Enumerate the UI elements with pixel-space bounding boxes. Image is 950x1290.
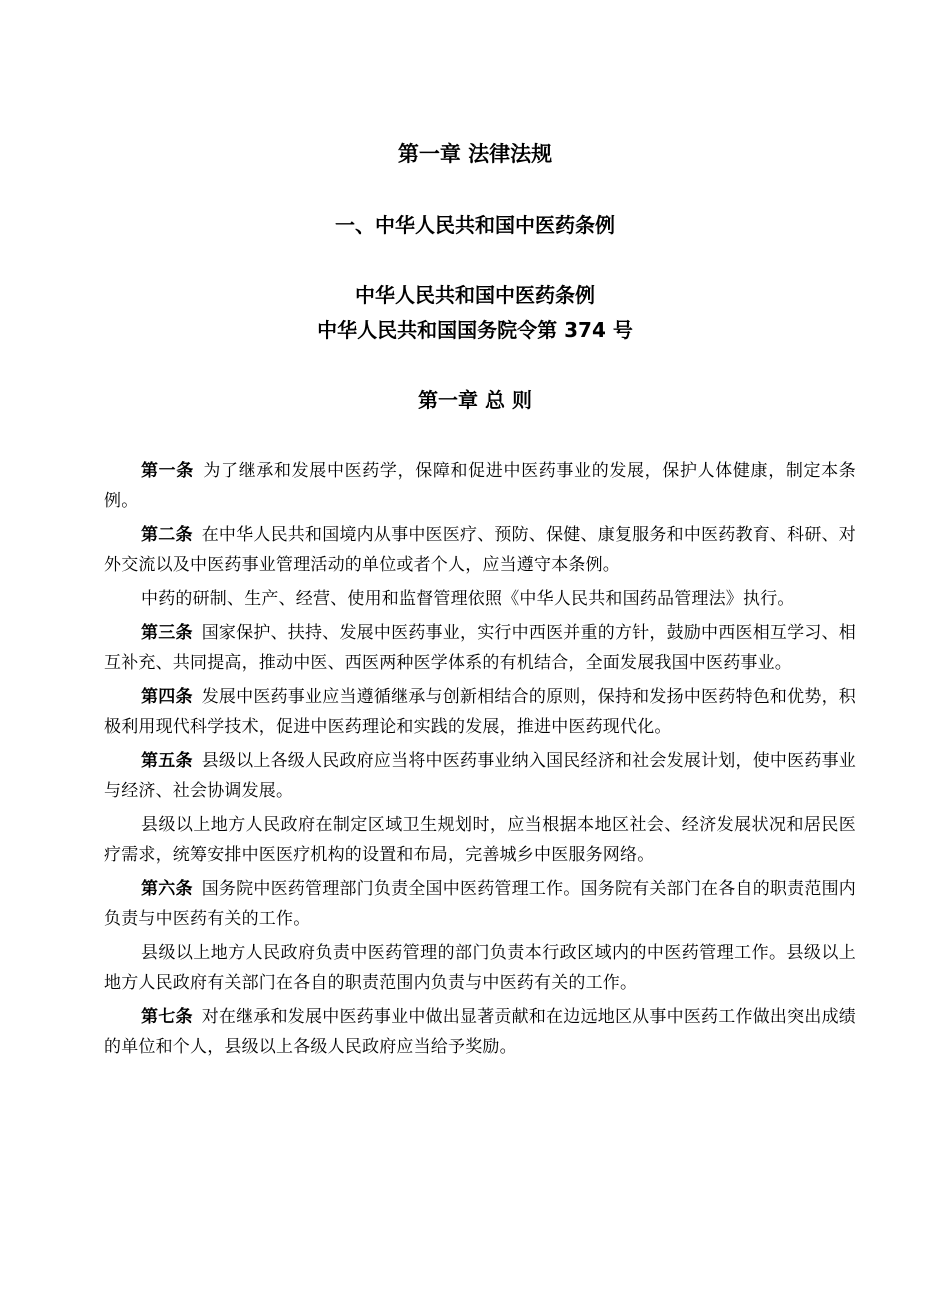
article-text: 为了继承和发展中医药学，保障和促进中医药事业的发展，保护人体健康，制定本条例。: [104, 461, 856, 511]
article-text: 中药的研制、生产、经营、使用和监督管理依照《中华人民共和国药品管理法》执行。: [141, 589, 795, 609]
article-paragraph: [104, 584, 856, 614]
article-text: 国家保护、扶持、发展中医药事业，实行中西医并重的方针，鼓励中西医相互学习、相互补充、共同提高，推动中医、西医两种医学体系的有机结合，全面发展我国中医药事业。: [104, 623, 856, 673]
article-text: 对在继承和发展中医药事业中做出显著贡献和在边远地区从事中医药工作做出突出成绩的单位和个人，县级以上各级人民政府应当给予奖励。: [104, 1007, 856, 1057]
article-label: 第七条: [141, 1007, 193, 1027]
article-paragraph: [104, 810, 856, 870]
article-paragraph: [104, 618, 856, 678]
article-paragraph: [104, 520, 856, 580]
article-paragraph: [104, 746, 856, 806]
article-text: 县级以上各级人民政府应当将中医药事业纳入国民经济和社会发展计划，使中医药事业与经济、社会协调发展。: [104, 751, 856, 801]
chapter-title: 第一章 法律法规: [397, 142, 553, 166]
article-label: 第五条: [141, 751, 193, 771]
article-paragraph: [104, 456, 856, 516]
article-text: 国务院中医药管理部门负责全国中医药管理工作。国务院有关部门在各自的职责范围内负责与中医药有关的工作。: [104, 879, 856, 929]
article-text: 发展中医药事业应当遵循继承与创新相结合的原则，保持和发扬中医药特色和优势，积极利用现代科学技术，促进中医药理论和实践的发展，推进中医药现代化。: [104, 687, 856, 737]
article-label: 第三条: [141, 623, 193, 643]
document-body: [104, 456, 856, 1066]
article-label: 第一条: [141, 461, 194, 481]
article-paragraph: [104, 874, 856, 934]
article-paragraph: [104, 938, 856, 998]
article-label: 第四条: [141, 687, 193, 707]
article-paragraph: [104, 682, 856, 742]
section-title: 一、中华人民共和国中医药条例: [335, 213, 615, 237]
order-title: 中华人民共和国国务院令第 374 号: [317, 318, 633, 342]
article-label: 第二条: [141, 525, 193, 545]
article-label: 第六条: [141, 879, 193, 899]
law-title: 中华人民共和国中医药条例: [355, 283, 595, 307]
article-text: 县级以上地方人民政府在制定区域卫生规划时，应当根据本地区社会、经济发展状况和居民医疗需求，统筹安排中医医疗机构的设置和布局，完善城乡中医服务网络。: [104, 815, 856, 865]
subchapter-title: 第一章 总 则: [418, 388, 532, 412]
article-text: 在中华人民共和国境内从事中医医疗、预防、保健、康复服务和中医药教育、科研、对外交流以及中医药事业管理活动的单位或者个人，应当遵守本条例。: [104, 525, 856, 575]
article-paragraph: [104, 1002, 856, 1062]
article-text: 县级以上地方人民政府负责中医药管理的部门负责本行政区域内的中医药管理工作。县级以上地方人民政府有关部门在各自的职责范围内负责与中医药有关的工作。: [104, 943, 856, 993]
